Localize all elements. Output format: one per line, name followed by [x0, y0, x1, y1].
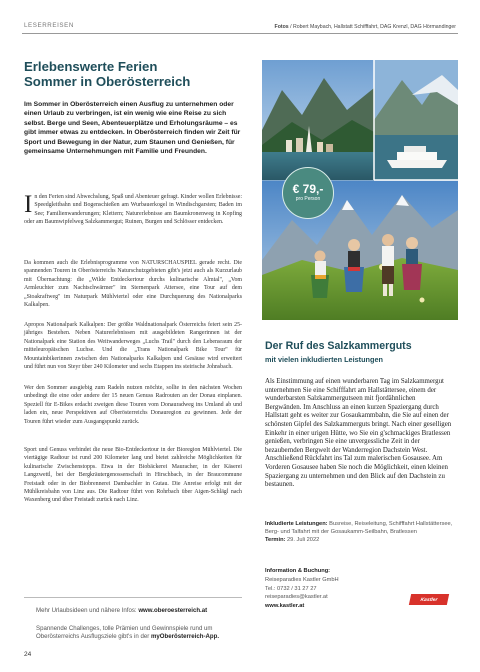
included-services: [265, 520, 455, 536]
header-rule: [22, 33, 458, 34]
offer-title: Der Ruf des Salzkammerguts: [265, 340, 412, 352]
included-services-text: Busreise, Reiseleitung, Schifffahrt Hallstättersee, Berg- und Talfahrt mit der Gosaukamm-Seilbahn, Bratlessen: [265, 521, 453, 536]
trip-date: [265, 536, 455, 544]
offer-description: Als Einstimmung auf einen wunderbaren Tag im Salzkammergut unternehmen Sie eine Schifffahrt am Hallstättersee, einem der wunderbarsten Salzkammergutseen mit fjordähnlichen Bergwänden. Im Anschluss an einen kurzen Spaziergang durch Hallstatt geht es weiter zur Gosaukammbahn, die Sie auf einen der schönsten Gipfel des Salzkammerguts bringt. Nach einer geselligen Einkehr in einer urigen Hütte, wo Sie ein g'schmackiges Bratlessen genießen, verbringen Sie eine unvergessliche Zeit in der bezaubernden Bergwelt der Wanderregion Dachstein West. Anschließend Rückfahrt ins Tal zum malerischen Gosausee. Am Vorderen Gosausee haben Sie noch die Möglichkeit, einen kleinen Spaziergang zu unternehmen und den Blick auf den Dachstein zu bestaunen.: [265, 378, 452, 489]
article-paragraph-4: Wer den Sommer ausgiebig zum Radeln nutzen möchte, sollte in den nächsten Wochen unbedingt die eine oder andere der 15 neuen Genuss Radrouten an der Donau einplanen. Speziell für E-Bikes erdacht zweigen diese Touren vom Donauradweg ins Umland ab und laden ein, neue Perspektiven auf Oberösterreichs Donauregion zu gewinnen. Jede der Touren führt wieder zum Ausgangspunkt zurück.: [24, 385, 242, 425]
email-address[interactable]: reiseparadies@kastler.at: [265, 594, 328, 601]
section-rubric: LESERREISEN: [24, 22, 74, 29]
kastler-logo: [409, 594, 449, 605]
company-name: Reiseparadies Kastler GmbH: [265, 576, 339, 583]
photo-credit: [275, 24, 456, 30]
promo-info: [36, 607, 236, 615]
promo-app-text: Spannende Challenges, tolle Prämien und Gewinnspiele rund um Oberösterreichs Ausflugsziele gibt's in der: [36, 625, 213, 641]
paragraph-1-text: n den Ferien sind Abwechslung, Spaß und Abenteuer gefragt. Kinder wollen Erlebnisse: Speedgleitbahn und Bogenschießen am Wurbauerkogel in Windischgarsten; Baden im See; Familienwanderungen; Klettern; Naturerlebnisse am Baumkronenweg in Kopfing oder am Baumwipfelweg Salzkammergut; Ruinen, Burgen und Schlösser entdecken.: [24, 194, 242, 226]
price-amount: € 79,-: [292, 182, 324, 196]
offer-subtitle: mit vielen inkludierten Leistungen: [265, 355, 383, 364]
kastler-logo-text: Kastler: [419, 596, 439, 603]
promo-info-link[interactable]: www.oberoesterreich.at: [138, 607, 208, 614]
trip-date-label: Termin:: [265, 537, 286, 544]
offer-details: [265, 520, 455, 545]
contact-label: Information & Buchung:: [265, 568, 331, 574]
phone-number[interactable]: Tel.: 0732 / 31 27 27: [265, 585, 317, 592]
included-services-label: Inkludierte Leistungen:: [265, 521, 328, 527]
promo-app-name[interactable]: myOberösterreich-App.: [150, 633, 220, 641]
trip-date-text: 29. Juli 2022: [285, 537, 320, 544]
drop-cap: I: [24, 191, 33, 218]
article-paragraph-2: Da kommen auch die Erlebnisprogramme von NATURSCHAUSPIEL gerade recht. Die spannenden Touren in Oberösterreichs Naturschutzgebieten gibt's jetzt auch als Kurzurlaub mit Übernachtung: die „Wilde Entdeckertour durchs kulinarische Almtal", „Vom Armleuchter zum Nachtschwärmer" im Sternenpark Attersee, eine Tour auf dem „Stoakraftweg" im Naturpark Mühlviertel oder eine Durchquerung des Nationalparks Kalkalpen.: [24, 260, 242, 309]
price-badge: [282, 167, 334, 219]
promo-app: [36, 625, 236, 642]
promo-info-text: Mehr Urlaubsideen und nähere Infos:: [36, 607, 139, 614]
promo-divider: [24, 597, 242, 598]
photo-credit-text: / Robert Maybach, Hallstatt Schifffahrt, DAG Krenzl, DAG Hörmandinger: [288, 24, 456, 30]
article-paragraph-3: Apropos Nationalpark Kalkalpen: Der größte Waldnationalpark Österreichs feiert sein 25-jähriges Bestehen. Neben Naturerlebnissen mit ausgebildeten Rangerinnen ist der Nationalpark eine Station des Weitwanderweges „Luchs Trail" durch den Lebensraum der mitteleuropäischen Luchse. Und die „Trans Nationalpark Bike Tour" für Mountainbikerinnen zwischen den Nationalparks Kalkalpen und Gesäuse wird erweitert und führt nun von Steyr über 240 Kilometer und sechs Etappen ins steirische Johnsbach.: [24, 322, 242, 371]
website-link[interactable]: www.kastler.at: [265, 603, 305, 610]
article-paragraph-5: Sport und Genuss verbindet die neue Bio-Entdeckertour in der Bioregion Mühlviertel. Die viertägige Radtour ist rund 200 Kilometer lang und bietet zahlreiche Möglichkeiten für kulinarische Zwischenstopps. Etwa in der Biobäckerei Mauracher, in der Käserei Langzwettl, bei der Bergkräutergenossenschaft in Hirschbach, in der Braucommune Freistadt oder in der Biobrennerei Dambachler in Gutau. Die Anreise erfolgt mit der Mühlkreisbahn von Linz aus. Die Radtour führt von Rohrbach über Aigen-Schlägl nach Waxenberg und über Freistadt zurück nach Linz.: [24, 447, 242, 504]
article-title: Erlebenswerte Ferien: [24, 59, 158, 74]
article-paragraph-1: [24, 193, 242, 227]
photo-credit-label: Fotos: [274, 24, 289, 30]
article-subtitle: Sommer in Oberösterreich: [24, 74, 191, 89]
price-unit: pro Person: [295, 196, 321, 202]
page-number: 24: [24, 651, 32, 658]
article-lead: Im Sommer in Oberösterreich einen Ausflug zu unternehmen oder einen Urlaub zu verbringen, ist ein wenig wie eine Reise zu sich selbst. Berge und Seen, Abenteuerplätze und Erholungsräume – es gibt immer etwas zu entdecken. In Oberösterreich finden wir Zeit für Sport und Bewegung in der Natur, zum Staunen und Genießen, für gemeinsame Unternehmungen mit Familie und Freunden.: [24, 101, 241, 156]
